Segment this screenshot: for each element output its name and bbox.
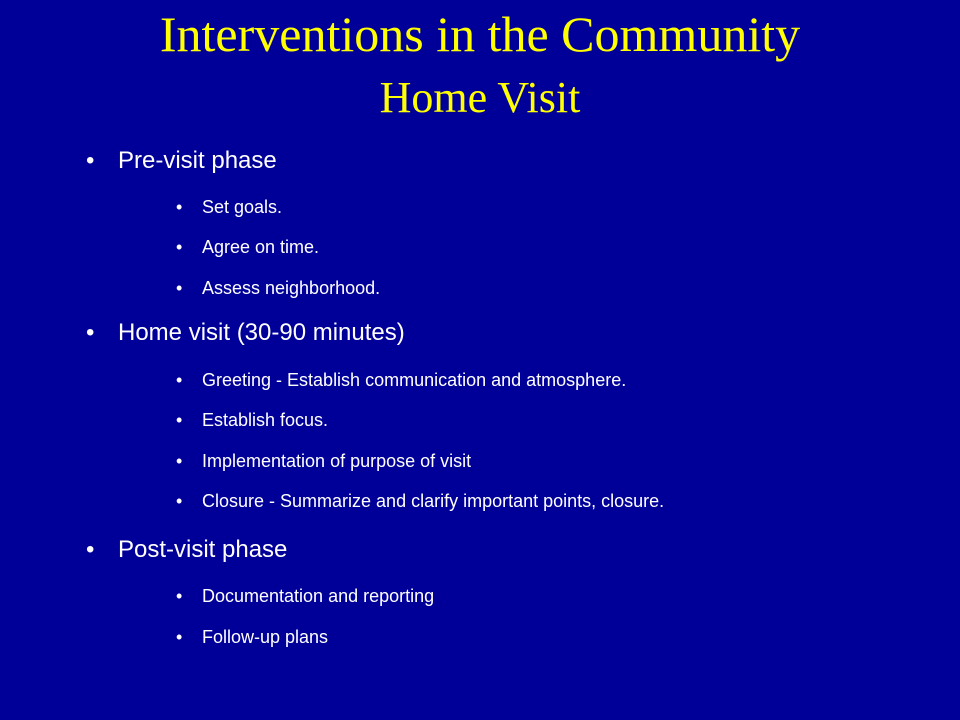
sub-bullet-text: Documentation and reporting: [202, 586, 435, 606]
sub-bullet-item: [176, 408, 328, 432]
sub-bullet-text: Assess neighborhood.: [202, 278, 381, 298]
sub-bullet-item: [176, 449, 471, 473]
bullet-glyph: •: [176, 278, 183, 298]
bullet-heading-pre-visit: [86, 146, 277, 176]
sub-bullet-text: Implementation of purpose of visit: [202, 451, 472, 471]
bullet-glyph: •: [176, 370, 183, 390]
bullet-glyph: •: [86, 147, 95, 174]
bullet-glyph: •: [176, 237, 183, 257]
sub-bullet-item: [176, 276, 380, 300]
bullet-heading-home-visit: [86, 318, 405, 348]
bullet-glyph: •: [176, 451, 183, 471]
bullet-heading-text: Post-visit phase: [118, 536, 288, 563]
bullet-heading-text: Home visit (30-90 minutes): [118, 319, 405, 346]
sub-bullet-text: Closure - Summarize and clarify important points, closure.: [202, 491, 665, 511]
sub-bullet-item: [176, 235, 319, 259]
bullet-glyph: •: [176, 197, 183, 217]
sub-bullet-text: Establish focus.: [202, 410, 329, 430]
sub-bullet-text: Set goals.: [202, 197, 283, 217]
sub-bullet-text: Follow-up plans: [202, 627, 329, 647]
bullet-glyph: •: [176, 586, 183, 606]
bullet-heading-post-visit: [86, 535, 287, 565]
bullet-glyph: •: [176, 627, 183, 647]
sub-bullet-item: [176, 368, 626, 392]
slide-subtitle: Home Visit: [379, 73, 581, 122]
sub-bullet-text: Greeting - Establish communication and atmosphere.: [202, 370, 627, 390]
sub-bullet-item: [176, 584, 434, 608]
bullet-heading-text: Pre-visit phase: [118, 147, 277, 174]
sub-bullet-item: [176, 625, 328, 649]
slide-title: Interventions in the Community: [159, 6, 801, 62]
sub-bullet-text: Agree on time.: [202, 237, 320, 257]
bullet-glyph: •: [176, 410, 183, 430]
bullet-glyph: •: [176, 491, 183, 511]
sub-bullet-item: [176, 489, 664, 513]
bullet-glyph: •: [86, 319, 95, 346]
sub-bullet-item: [176, 195, 282, 219]
bullet-glyph: •: [86, 536, 95, 563]
